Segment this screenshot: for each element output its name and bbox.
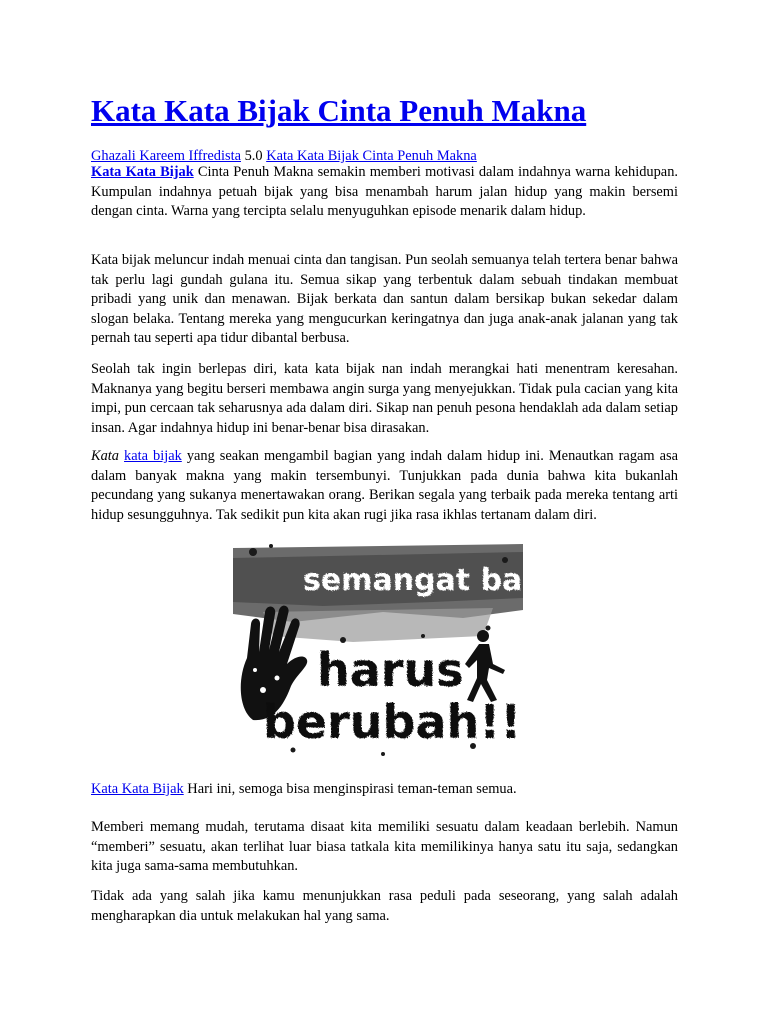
kata-kata-bijak-link[interactable]: Kata Kata Bijak xyxy=(91,164,194,180)
post-link[interactable]: Kata Kata Bijak Cinta Penuh Makna xyxy=(266,148,477,164)
title-link[interactable]: Kata Kata Bijak Cinta Penuh Makna xyxy=(91,93,587,128)
author-link[interactable]: Ghazali Kareem Iffredista xyxy=(91,148,241,164)
paragraph-4-text: yang seakan mengambil bagian yang indah dalam hidup ini. Menautkan ragam asa dalam banyak makna yang makin tersembunyi. Tunjukkan pada dunia bahwa kita bukanlah pecundang yang sukanya menertawakan orang. Berikan segala yang terbaik pada mereka tentang arti hidup sesungguhnya. Tak sedikit pun kita akan rugi jika rasa ikhlas tertanam dalam diri. xyxy=(91,448,678,523)
paragraph-4 xyxy=(91,447,678,525)
paragraph-6: Memberi memang mudah, terutama disaat kita memiliki sesuatu dalam keadaan berlebih. Namun “memberi” sesuatu, akan terlihat luar biasa tatkala kita memilikinya hanya satu itu saja, sedangkan kita juga sama-sama membutuhkan. xyxy=(91,819,678,875)
paragraph-4-lead: Kata xyxy=(91,448,119,464)
paragraph-1-text: Cinta Penuh Makna semakin memberi motivasi dalam indahnya warna kehidupan. Kumpulan indahnya petuah bijak yang bisa menambah harum jalan hidup yang makin bersemi dengan cinta. Warna yang tercipta selalu menyuguhkan episode menarik dalam hidup. xyxy=(91,164,678,220)
rating-value: 5.0 xyxy=(244,148,263,164)
paragraph-5 xyxy=(91,780,678,800)
paragraph-3: Seolah tak ingin berlepas diri, kata kata bijak nan indah merangkai hati menentram keresahan. Maknanya yang begitu berseri membawa angin surga yang menyejukkan. Tidak pula cacian yang kita impi, pun cercaan tak seharusnya ada dalam diri. Sikap nan penuh pesona hendaklah ada dalam setiap insan. Agar indahnya hidup ini benar-benar bisa dirasakan. xyxy=(91,361,678,436)
kata-bijak-link[interactable]: kata bijak xyxy=(124,448,182,464)
kata-kata-bijak-link-2[interactable]: Kata Kata Bijak xyxy=(91,781,184,797)
grunge-image-art xyxy=(233,540,573,762)
paragraph-7: Tidak ada yang salah jika kamu menunjukkan rasa peduli pada seseorang, yang salah adalah mengharapkan dia untuk melakukan hal yang sama. xyxy=(91,888,678,924)
paragraph-2: Kata bijak meluncur indah menuai cinta dan tangisan. Pun seolah semuanya telah tertera benar bahwa tak perlu lagi gundah gulana itu. Semua sikap yang terbentuk dalam sebuah tindakan membuat pribadi yang unik dan menawan. Bijak berkata dan santun dalam bersikap bukan sekedar dalam slogan belaka. Tentang mereka yang mengucurkan keringatnya dan juga anak-anak jalanan yang tak pernah tau seperti apa tidur dibantal berbusa. xyxy=(91,252,678,347)
grunge-image xyxy=(233,540,573,762)
image-text-1: semangat baru! xyxy=(303,563,573,598)
page-title xyxy=(91,93,586,129)
image-text-2: harus xyxy=(317,643,464,697)
image-text-3: berubah!! xyxy=(263,695,522,749)
paragraph-1 xyxy=(91,163,678,222)
paragraph-5-text: Hari ini, semoga bisa menginspirasi teman-teman semua. xyxy=(183,781,517,797)
